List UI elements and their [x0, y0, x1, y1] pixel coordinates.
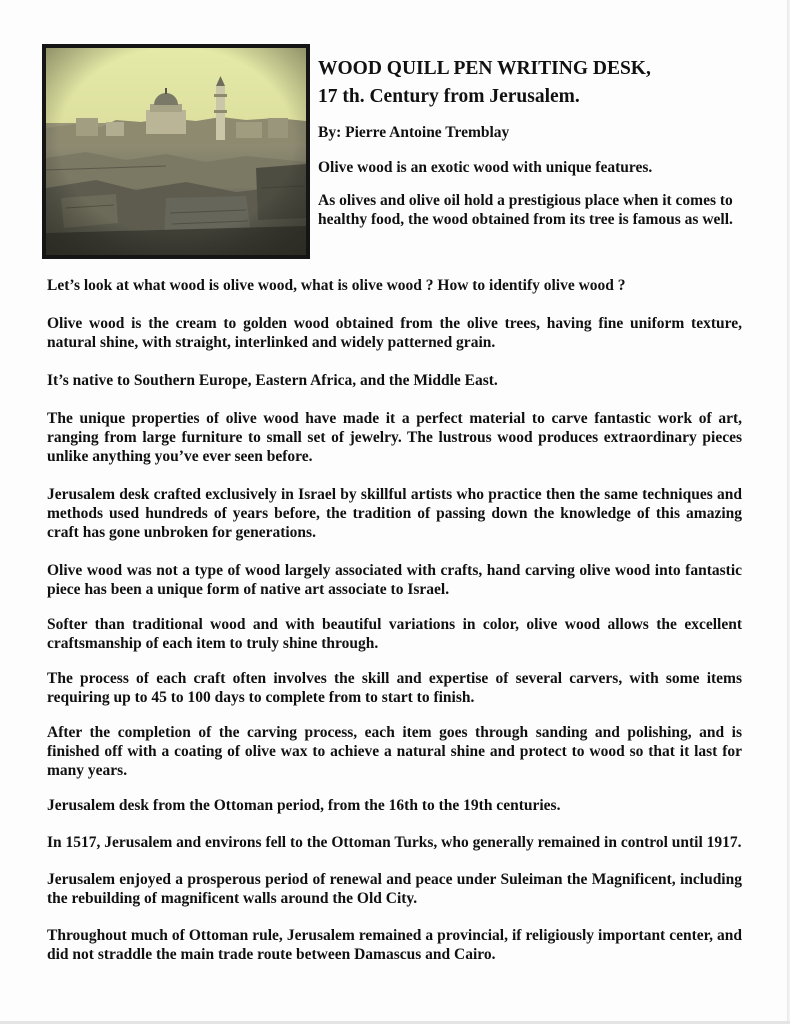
- byline: By: Pierre Antoine Tremblay: [318, 124, 510, 141]
- historic-jerusalem-photo: [42, 44, 310, 259]
- body-paragraph: Let’s look at what wood is olive wood, what is olive wood ? How to identify olive wood ?: [47, 277, 626, 294]
- body-paragraph: The process of each craft often involves the skill and expertise of several carvers, with some items requiring up to 45 to 100 days to complete from to start to finish.: [47, 670, 742, 706]
- body-paragraph: Jerusalem desk crafted exclusively in Israel by skillful artists who practice then the same techniques and methods used hundreds of years before, the tradition of passing down the knowledge of this amazing craft has gone unbroken for generations.: [47, 486, 742, 541]
- body-paragraph: Jerusalem enjoyed a prosperous period of renewal and peace under Suleiman the Magnificent, including the rebuilding of magnificent walls around the Old City.: [47, 871, 742, 907]
- article-heading: [318, 55, 778, 229]
- body-paragraph: After the completion of the carving process, each item goes through sanding and polishing, and is finished off with a coating of olive wax to achieve a natural shine and protect to wood so that it last for many years.: [47, 724, 742, 779]
- body-paragraph: Jerusalem desk from the Ottoman period, from the 16th to the 19th centuries.: [47, 797, 561, 814]
- intro-paragraph: Olive wood is an exotic wood with unique features.: [318, 159, 653, 176]
- body-paragraph: Throughout much of Ottoman rule, Jerusalem remained a provincial, if religiously important center, and did not straddle the main trade route between Damascus and Cairo.: [47, 927, 742, 963]
- body-paragraph: In 1517, Jerusalem and environs fell to the Ottoman Turks, who generally remained in control until 1917.: [47, 834, 742, 851]
- old-city-photograph-icon: [46, 48, 306, 255]
- title-line-1: WOOD QUILL PEN WRITING DESK,: [318, 58, 651, 79]
- body-paragraph: Olive wood was not a type of wood largely associated with crafts, hand carving olive wood into fantastic piece has been a unique form of native art associate to Israel.: [47, 562, 742, 598]
- body-paragraph: The unique properties of olive wood have made it a perfect material to carve fantastic work of art, ranging from large furniture to small set of jewelry. The lustrous wood produces extraordinary pieces unlike anything you’ve ever seen before.: [47, 410, 742, 465]
- body-paragraph: Olive wood is the cream to golden wood obtained from the olive trees, having fine uniform texture, natural shine, with straight, interlinked and widely patterned grain.: [47, 315, 742, 351]
- intro-paragraph: As olives and olive oil hold a prestigious place when it comes to healthy food, the wood obtained from its tree is famous as well.: [318, 192, 733, 228]
- body-paragraph: Softer than traditional wood and with beautiful variations in color, olive wood allows the excellent craftsmanship of each item to truly shine through.: [47, 616, 742, 652]
- title-line-2: 17 th. Century from Jerusalem.: [318, 86, 580, 107]
- article-body: [47, 276, 742, 964]
- body-paragraph: It’s native to Southern Europe, Eastern Africa, and the Middle East.: [47, 372, 498, 389]
